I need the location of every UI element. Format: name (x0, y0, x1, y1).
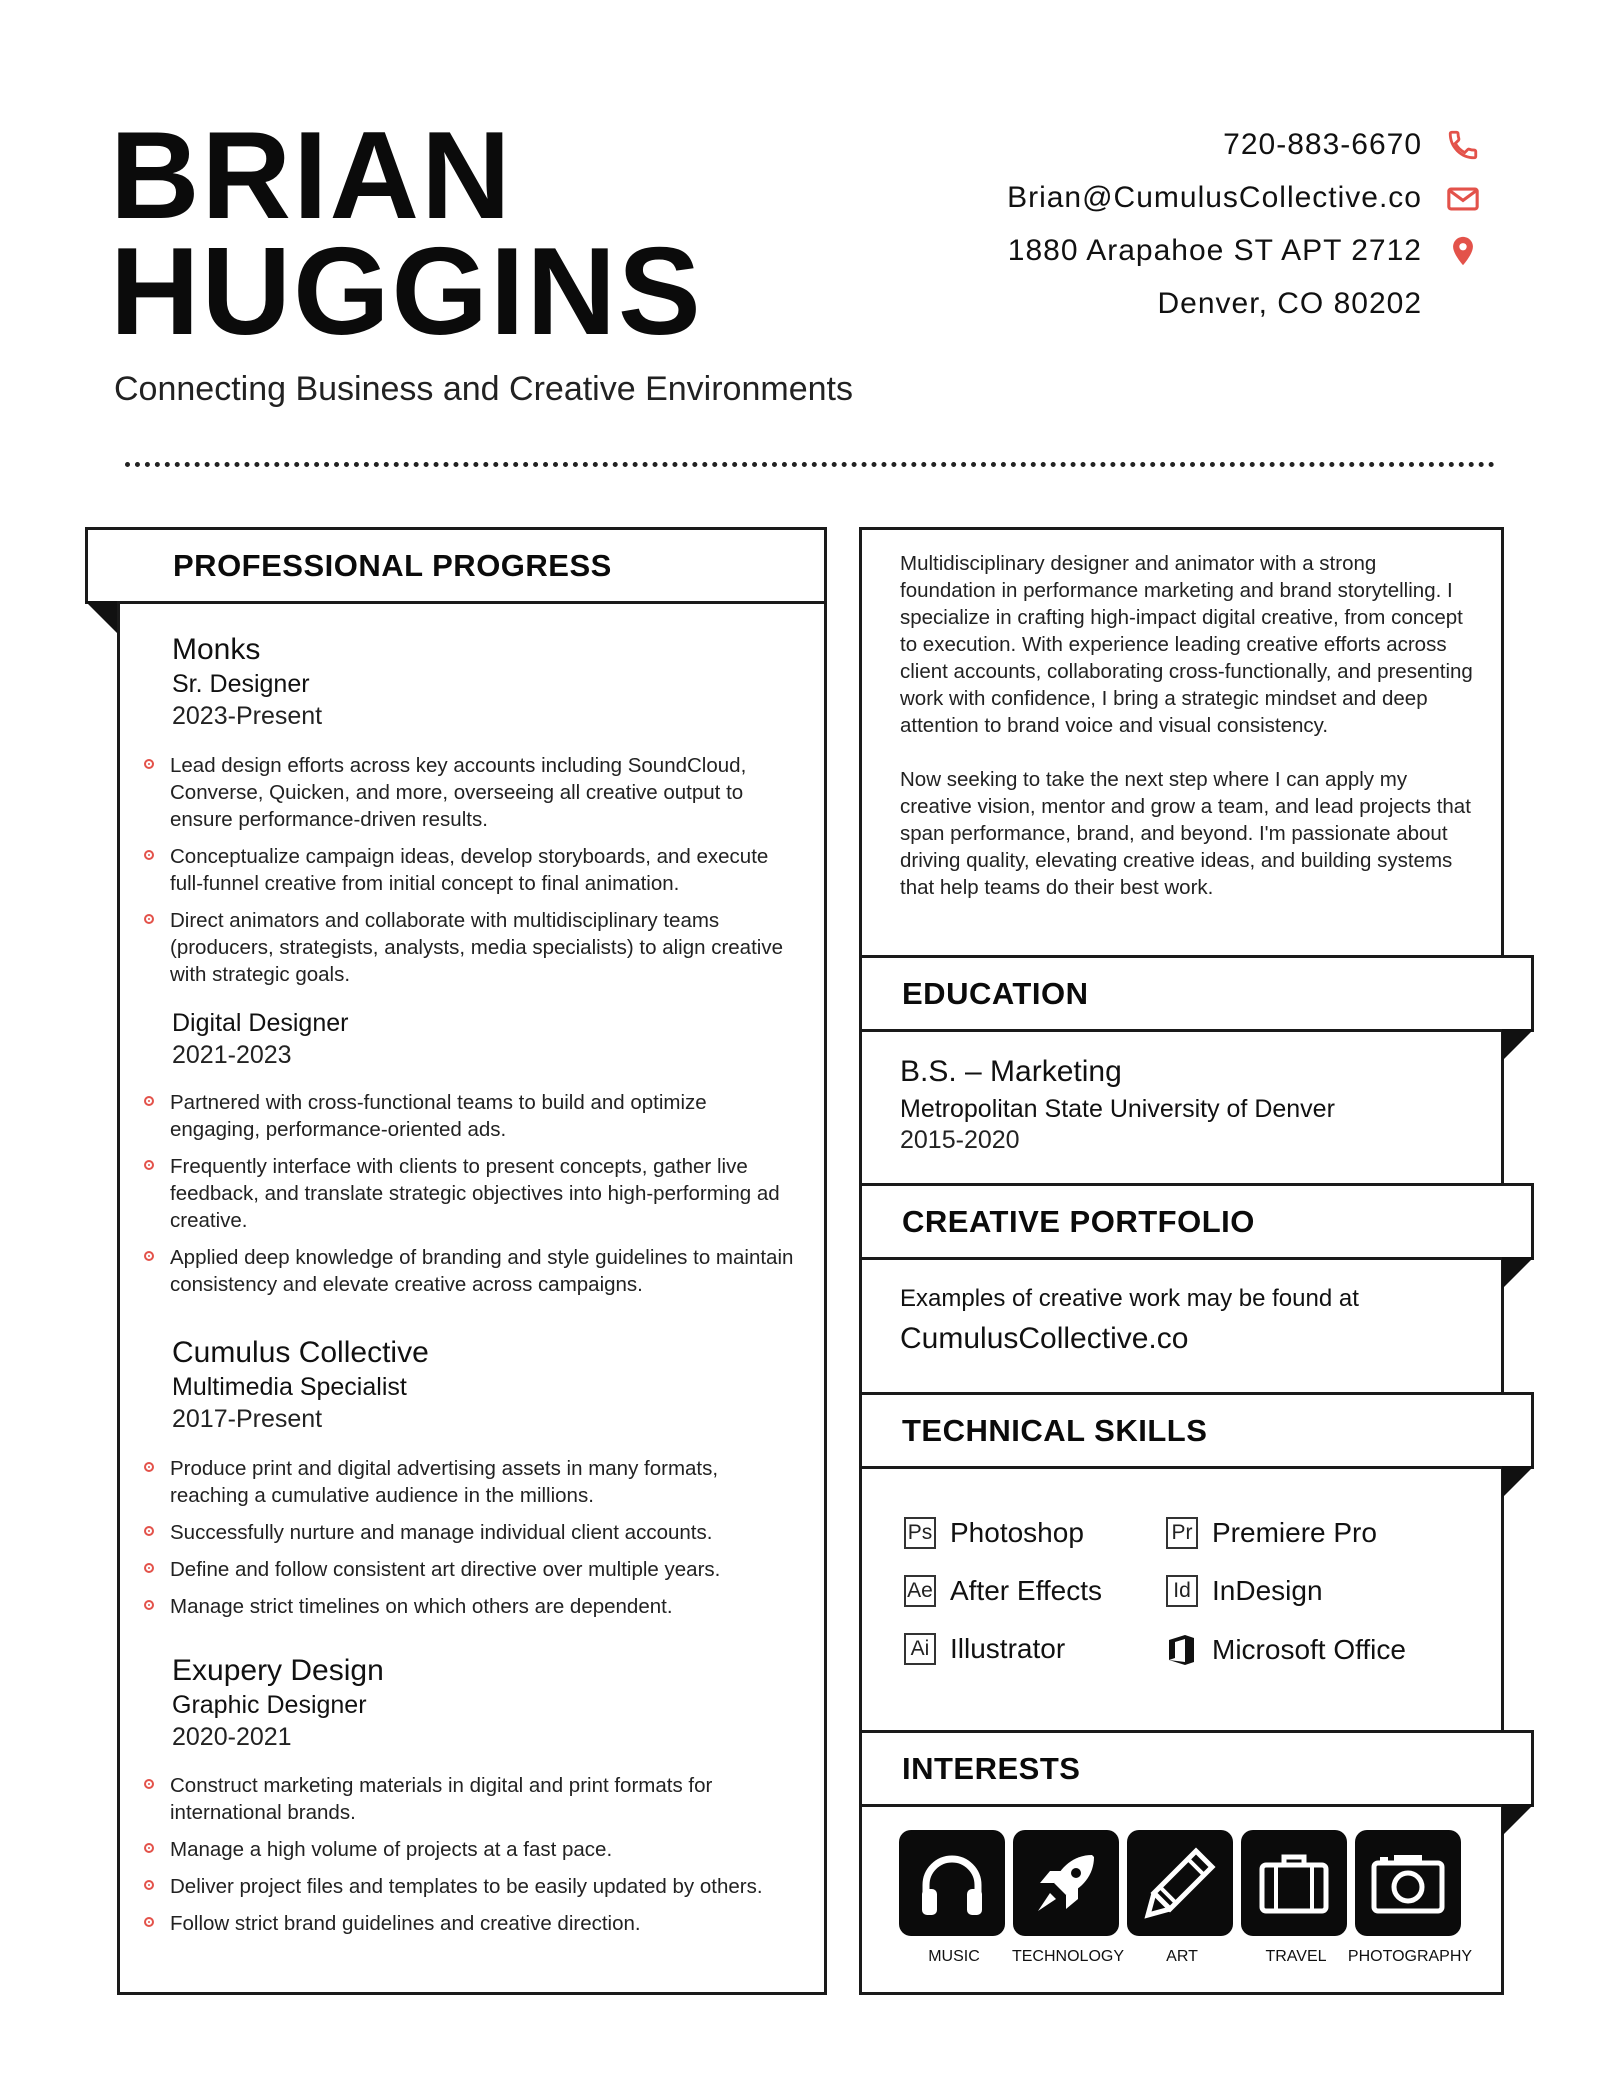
portfolio-link[interactable]: CumulusCollective.co (900, 1322, 1189, 1355)
portfolio-text: Examples of creative work may be found at (900, 1285, 1359, 1312)
tagline: Connecting Business and Creative Environments (114, 370, 853, 408)
bullet-icon (144, 1462, 154, 1472)
skill-name: Illustrator (950, 1633, 1066, 1664)
interest-technology (1011, 1830, 1124, 1965)
bullet-icon (144, 850, 154, 860)
job-cumulus-collective (172, 1335, 812, 1435)
bullet-icon (144, 1600, 154, 1610)
bullet-icon (144, 1779, 154, 1789)
interest-music (899, 1830, 1007, 1965)
bullet-icon (144, 1563, 154, 1573)
photoshop-icon: Ps (904, 1517, 936, 1549)
school-name: Metropolitan State University of Denver (900, 1095, 1335, 1123)
street-address: 1880 Arapahoe ST APT 2712 (1007, 234, 1422, 267)
bullet-icon (144, 914, 154, 924)
skill-name: After Effects (950, 1575, 1102, 1606)
camera-icon (1368, 1843, 1448, 1923)
skill-after-effects (904, 1575, 1102, 1607)
section-title: EDUCATION (902, 975, 1089, 1011)
list-item: Manage strict timelines on which others are dependent. (170, 1593, 800, 1620)
pencil-icon (1140, 1843, 1220, 1923)
company-name: Monks (172, 633, 261, 666)
briefcase-icon (1254, 1843, 1334, 1923)
bullet-icon (144, 1096, 154, 1106)
headphones-icon (912, 1843, 992, 1923)
skill-photoshop (904, 1517, 1084, 1549)
ribbon-fold (1502, 1029, 1534, 1061)
list-item: Produce print and digital advertising assets in many formats, reaching a cumulative audience in the millions. (170, 1455, 800, 1509)
list-item: Applied deep knowledge of branding and style guidelines to maintain consistency and elevate creative across campaigns. (170, 1244, 800, 1298)
interest-label: MUSIC (928, 1948, 980, 1965)
list-item: Lead design efforts across key accounts including SoundCloud, Converse, Quicken, and more, overseeing all creative output to ensure performance-driven results. (170, 752, 800, 833)
list-item: Deliver project files and templates to be easily updated by others. (170, 1873, 800, 1900)
list-item: Define and follow consistent art directive over multiple years. (170, 1556, 800, 1583)
bullet-list (170, 1089, 800, 1308)
skill-name: Microsoft Office (1212, 1634, 1406, 1665)
phone-number[interactable]: 720-883-6670 (1223, 128, 1422, 161)
ribbon-fold (85, 601, 117, 633)
after-effects-icon: Ae (904, 1575, 936, 1607)
interest-tile (1241, 1830, 1347, 1936)
list-item: Direct animators and collaborate with multidisciplinary teams (producers, strategists, analysts, media specialists) to align creative with strategic goals. (170, 907, 800, 988)
mail-icon (1446, 182, 1480, 216)
candidate-name (110, 107, 703, 361)
interests-header (859, 1730, 1534, 1807)
phone-icon (1446, 128, 1480, 162)
skill-name: Photoshop (950, 1517, 1084, 1548)
list-item: Follow strict brand guidelines and creative direction. (170, 1910, 800, 1937)
skill-name: InDesign (1212, 1575, 1323, 1606)
job-dates: 2017-Present (172, 1405, 323, 1433)
education-entry (900, 1055, 1480, 1155)
interest-art (1127, 1830, 1235, 1965)
interest-tile (1013, 1830, 1119, 1936)
indesign-icon: Id (1166, 1575, 1198, 1607)
job-monks (172, 632, 812, 732)
section-title: PROFESSIONAL PROGRESS (173, 547, 612, 583)
job-exupery-design (172, 1653, 812, 1753)
interest-label: TECHNOLOGY (1011, 1948, 1124, 1965)
skill-name: Premiere Pro (1212, 1517, 1377, 1548)
list-item: Successfully nurture and manage individual client accounts. (170, 1519, 800, 1546)
ribbon-fold (1502, 1466, 1534, 1498)
bullet-icon (144, 1880, 154, 1890)
bullet-icon (144, 1917, 154, 1927)
rocket-icon (1026, 1843, 1106, 1923)
professional-progress-header (85, 527, 827, 604)
interest-tile (1355, 1830, 1461, 1936)
creative-portfolio-header (859, 1183, 1534, 1260)
interest-label: ART (1166, 1948, 1198, 1965)
interest-label: PHOTOGRAPHY (1347, 1948, 1473, 1965)
bullet-icon (144, 759, 154, 769)
skill-premiere-pro (1166, 1517, 1377, 1549)
job-dates: 2021-2023 (172, 1041, 292, 1069)
dotted-divider (125, 462, 1495, 467)
bullet-list (170, 752, 800, 998)
bullet-icon (144, 1251, 154, 1261)
premiere-pro-icon: Pr (1166, 1517, 1198, 1549)
education-dates: 2015-2020 (900, 1126, 1020, 1154)
section-title: INTERESTS (902, 1750, 1081, 1786)
company-name: Exupery Design (172, 1654, 384, 1687)
technical-skills-header (859, 1392, 1534, 1469)
last-name: HUGGINS (110, 223, 703, 361)
bullet-icon (144, 1160, 154, 1170)
job-role: Graphic Designer (172, 1691, 367, 1719)
list-item: Partnered with cross-functional teams to build and optimize engaging, performance-oriented ads. (170, 1089, 800, 1143)
summary-paragraph: Multidisciplinary designer and animator with a strong foundation in performance marketing and brand storytelling. I specialize in crafting high-impact digital creative, from concept to execution. With experience leading creative efforts across client accounts, collaborating cross-functionally, and presenting work with confidence, I bring a strategic mindset and deep attention to brand voice and visual consistency. (900, 552, 1473, 737)
interest-photography (1347, 1830, 1473, 1965)
bullet-list (170, 1455, 800, 1630)
ribbon-fold (1502, 1257, 1534, 1289)
job-role: Digital Designer (172, 1009, 349, 1037)
company-name: Cumulus Collective (172, 1336, 429, 1369)
interest-travel (1241, 1830, 1349, 1965)
degree: B.S. – Marketing (900, 1055, 1122, 1088)
interest-tile (1127, 1830, 1233, 1936)
microsoft-office-icon (1166, 1633, 1198, 1667)
section-title: TECHNICAL SKILLS (902, 1412, 1208, 1448)
email-address[interactable]: Brian@CumulusCollective.co (1007, 181, 1422, 214)
section-title: CREATIVE PORTFOLIO (902, 1203, 1255, 1239)
summary-paragraph: Now seeking to take the next step where I can apply my creative vision, mentor and grow a team, and lead projects that span performance, brand, and beyond. I'm passionate about driving quality, elevating creative ideas, and building systems that help teams do their best work. (900, 768, 1471, 899)
list-item: Frequently interface with clients to present concepts, gather live feedback, and translate strategic objectives into high-performing ad creative. (170, 1153, 800, 1234)
ribbon-fold (1502, 1804, 1534, 1836)
skill-microsoft-office (1166, 1633, 1406, 1667)
illustrator-icon: Ai (904, 1633, 936, 1665)
bullet-icon (144, 1526, 154, 1536)
job-role: Multimedia Specialist (172, 1373, 407, 1401)
interest-tile (899, 1830, 1005, 1936)
job-role: Sr. Designer (172, 670, 310, 698)
bullet-icon (144, 1843, 154, 1853)
list-item: Manage a high volume of projects at a fast pace. (170, 1836, 800, 1863)
skill-indesign (1166, 1575, 1323, 1607)
job-dates: 2020-2021 (172, 1723, 292, 1751)
skill-illustrator (904, 1633, 1065, 1665)
first-name: BRIAN (110, 107, 513, 245)
city-address: Denver, CO 80202 (1157, 287, 1422, 320)
interest-label: TRAVEL (1265, 1948, 1327, 1965)
list-item: Construct marketing materials in digital and print formats for international brands. (170, 1772, 800, 1826)
profile-summary (900, 550, 1475, 928)
list-item: Conceptualize campaign ideas, develop storyboards, and execute full-funnel creative from initial concept to final animation. (170, 843, 800, 897)
bullet-list (170, 1772, 800, 1947)
job-monks-digital-designer (172, 1007, 812, 1071)
location-pin-icon (1446, 234, 1480, 268)
job-dates: 2023-Present (172, 702, 323, 730)
education-header (859, 955, 1534, 1032)
